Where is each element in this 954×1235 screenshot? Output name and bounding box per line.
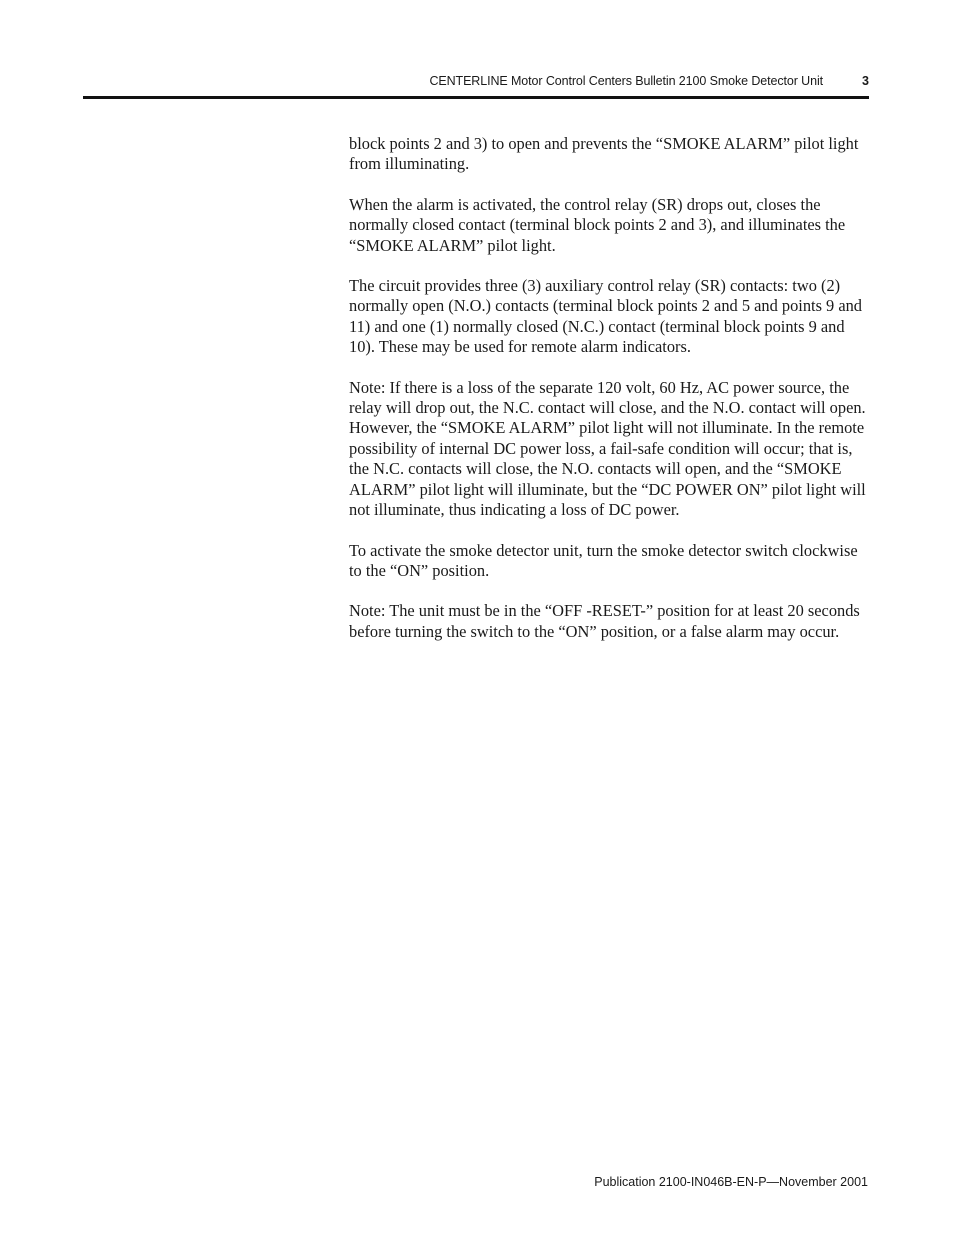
header-rule — [83, 96, 869, 99]
paragraph-alarm-activated: When the alarm is activated, the control relay (SR) drops out, closes the normally closed contact (terminal block points 2 and 3), and illuminates the “SMOKE ALARM” pilot light. — [349, 194, 846, 255]
paragraph-reset-note: Note: The unit must be in the “OFF -RESET-” position for at least 20 seconds before turning the switch to the “ON” position, or a false alarm may occur. — [349, 601, 860, 641]
paragraph-auxiliary-contacts: The circuit provides three (3) auxiliary control relay (SR) contacts: two (2) normally open (N.O.) contacts (terminal block points 2 and 5 and points 9 and 11) and one (1) normally closed (N.C.) contact (terminal block points 9 and 10). These may be used for remote alarm indicators. — [349, 276, 863, 357]
paragraph-activation: To activate the smoke detector unit, turn the smoke detector switch clockwise to the “ON” position. — [349, 540, 858, 580]
running-header-title: CENTERLINE Motor Control Centers Bulletin 2100 Smoke Detector Unit — [429, 74, 823, 88]
paragraph-continuation: block points 2 and 3) to open and prevents the “SMOKE ALARM” pilot light from illuminating. — [349, 134, 859, 174]
publication-footer: Publication 2100-IN046B-EN-P—November 2001 — [594, 1175, 868, 1189]
body-text — [349, 134, 873, 662]
page-number: 3 — [862, 74, 869, 88]
paragraph-power-loss-note: Note: If there is a loss of the separate 120 volt, 60 Hz, AC power source, the relay will drop out, the N.C. contact will close, and the N.O. contact will open. However, the “SMOKE ALARM” pilot light will not illuminate. In the remote possibility of internal DC power loss, a fail-safe condition will occur; that is, the N.C. contacts will close, the N.O. contacts will open, and the “SMOKE ALARM” pilot light will illuminate, but the “DC POWER ON” pilot light will not illuminate, thus indicating a loss of DC power. — [349, 377, 866, 520]
